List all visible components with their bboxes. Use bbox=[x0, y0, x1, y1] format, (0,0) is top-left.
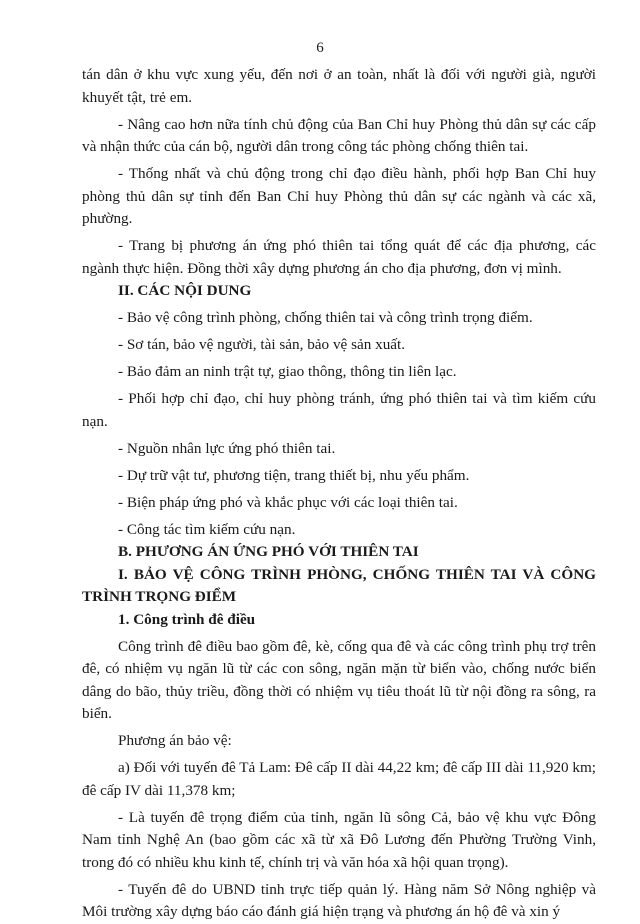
list-item: - Phối hợp chỉ đạo, chỉ huy phòng tránh, ứng phó thiên tai và tìm kiếm cứu nạn. bbox=[82, 390, 596, 430]
paragraph: - Tuyến đê do UBND tỉnh trực tiếp quản lý. Hàng năm Sở Nông nghiệp và Môi trường xây dựng báo cáo đánh giá hiện trạng và phương án hộ đê và xin ý bbox=[82, 880, 596, 920]
paragraph-continuation: tán dân ở khu vực xung yếu, đến nơi ở an toàn, nhất là đối với người già, người khuyết tật, trẻ em. bbox=[82, 66, 596, 106]
section-heading: B. PHƯƠNG ÁN ỨNG PHÓ VỚI THIÊN TAI bbox=[118, 543, 419, 560]
list-item: - Bảo vệ công trình phòng, chống thiên tai và công trình trọng điểm. bbox=[118, 309, 533, 326]
paragraph: - Thống nhất và chủ động trong chỉ đạo điều hành, phối hợp Ban Chỉ huy phòng thủ dân sự tỉnh đến Ban Chỉ huy Phòng thủ dân sự các ngành và các xã, phường. bbox=[82, 165, 596, 227]
paragraph: Phương án bảo vệ: bbox=[118, 732, 232, 749]
list-item: - Biện pháp ứng phó và khắc phục với các loại thiên tai. bbox=[118, 493, 458, 511]
paragraph: a) Đối với tuyến đê Tả Lam: Đê cấp II dài 44,22 km; đê cấp III dài 11,920 km; đê cấp IV dài 11,378 km; bbox=[82, 759, 596, 799]
paragraph: - Trang bị phương án ứng phó thiên tai tổng quát để các địa phương, các ngành thực hiện. Đồng thời xây dựng phương án cho địa phương, đơn vị mình. bbox=[82, 237, 596, 277]
page-body bbox=[82, 64, 596, 924]
section-heading: I. BẢO VỆ CÔNG TRÌNH PHÒNG, CHỐNG THIÊN TAI VÀ CÔNG TRÌNH TRỌNG ĐIỂM bbox=[82, 565, 596, 605]
paragraph: - Là tuyến đê trọng điểm của tỉnh, ngăn lũ sông Cả, bảo vệ khu vực Đông Nam tỉnh Nghệ An (bao gồm các xã từ xã Đô Lương đến Phường Trường Vinh, trong đó có nhiều khu kinh tế, chính trị và văn hóa xã hội quan trọng). bbox=[82, 808, 596, 871]
list-item: - Bảo đảm an ninh trật tự, giao thông, thông tin liên lạc. bbox=[118, 363, 457, 380]
list-item: - Nguồn nhân lực ứng phó thiên tai. bbox=[118, 439, 336, 457]
section-heading: II. CÁC NỘI DUNG bbox=[118, 282, 252, 299]
paragraph: - Nâng cao hơn nữa tính chủ động của Ban Chỉ huy Phòng thủ dân sự các cấp và nhận thức của cán bộ, người dân trong công tác phòng chống thiên tai. bbox=[82, 115, 596, 155]
paragraph: Công trình đê điều bao gồm đê, kè, cống qua đê và các công trình phụ trợ trên đê, có nhiệm vụ ngăn lũ từ các con sông, ngăn mặn từ biển vào, chống nước biển dâng do bão, thủy triều, đồng thời có nhiệm vụ tiêu thoát lũ từ nội đồng ra sông, ra biển. bbox=[82, 637, 596, 722]
page-number: 6 bbox=[316, 40, 324, 56]
list-item: - Dự trữ vật tư, phương tiện, trang thiết bị, nhu yếu phẩm. bbox=[118, 466, 470, 484]
list-item: - Công tác tìm kiếm cứu nạn. bbox=[118, 520, 296, 538]
subsection-heading: 1. Công trình đê điều bbox=[118, 610, 256, 628]
list-item: - Sơ tán, bảo vệ người, tài sản, bảo vệ sản xuất. bbox=[118, 336, 406, 353]
